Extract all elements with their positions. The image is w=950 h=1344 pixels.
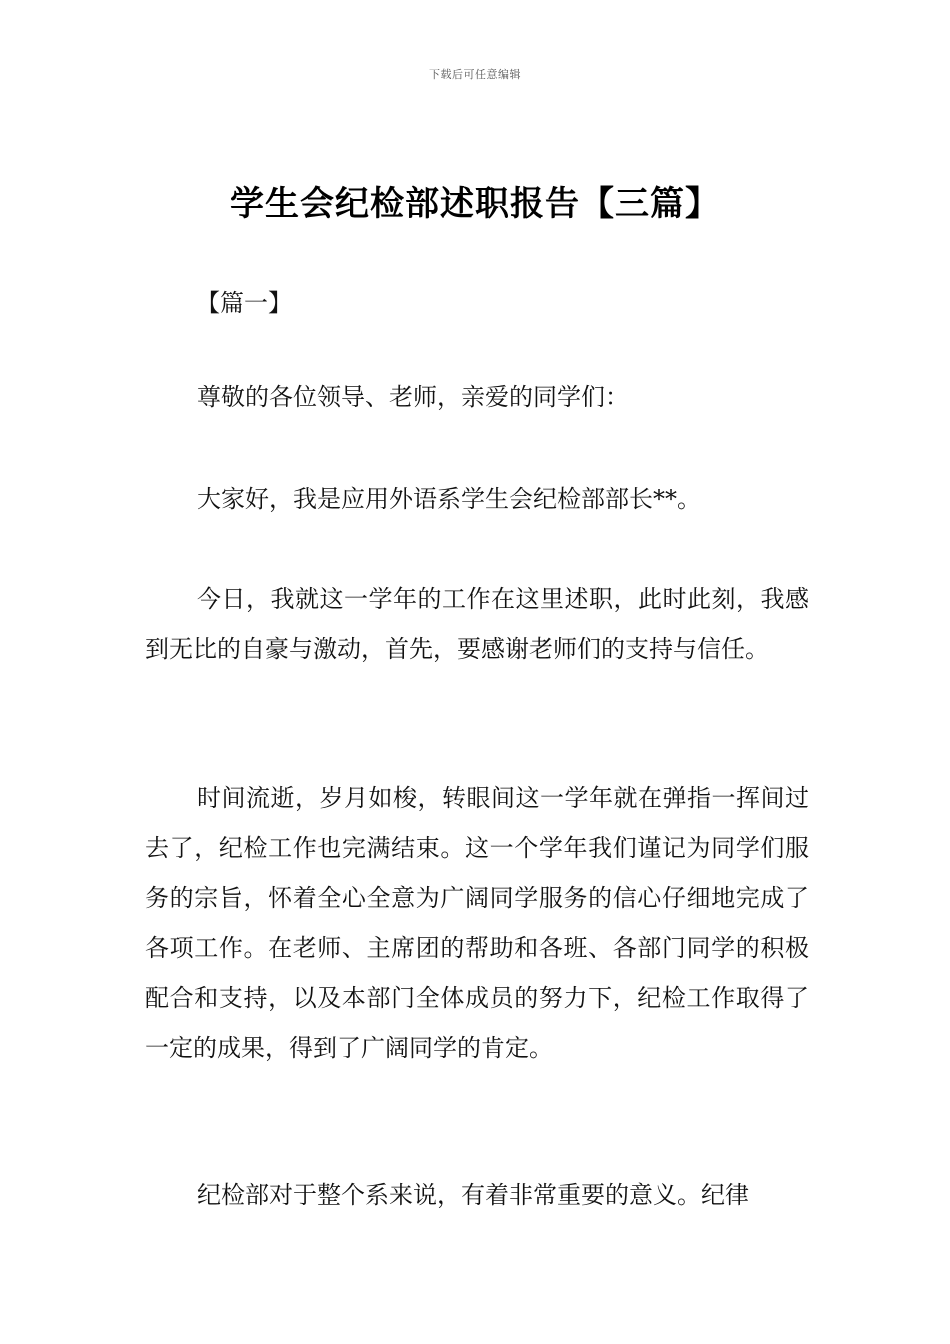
section-label: 【篇一】 bbox=[196, 289, 292, 317]
paragraph-importance: 纪检部对于整个系来说，有着非常重要的意义。纪律 bbox=[197, 1181, 749, 1209]
paragraph-introduction: 大家好，我是应用外语系学生会纪检部部长**。 bbox=[197, 485, 701, 513]
paragraph-opening: 今日，我就这一学年的工作在这里述职，此时此刻，我感到无比的自豪与激动，首先，要感谢老师们的支持与信任。 bbox=[145, 585, 809, 663]
paragraph-review: 时间流逝，岁月如梭，转眼间这一学年就在弹指一挥间过去了，纪检工作也完满结束。这一个学年我们谨记为同学们服务的宗旨，怀着全心全意为广阔同学服务的信心仔细地完成了各项工作。在老师、主席团的帮助和各班、各部门同学的积极配合和支持，以及本部门全体成员的努力下，纪检工作取得了一定的成果，得到了广阔同学的肯定。 bbox=[145, 784, 809, 1062]
document-title: 学生会纪检部述职报告【三篇】 bbox=[230, 184, 720, 224]
paragraph-greeting: 尊敬的各位领导、老师，亲爱的同学们： bbox=[197, 383, 629, 411]
header-note: 下载后可任意编辑 bbox=[429, 68, 521, 81]
